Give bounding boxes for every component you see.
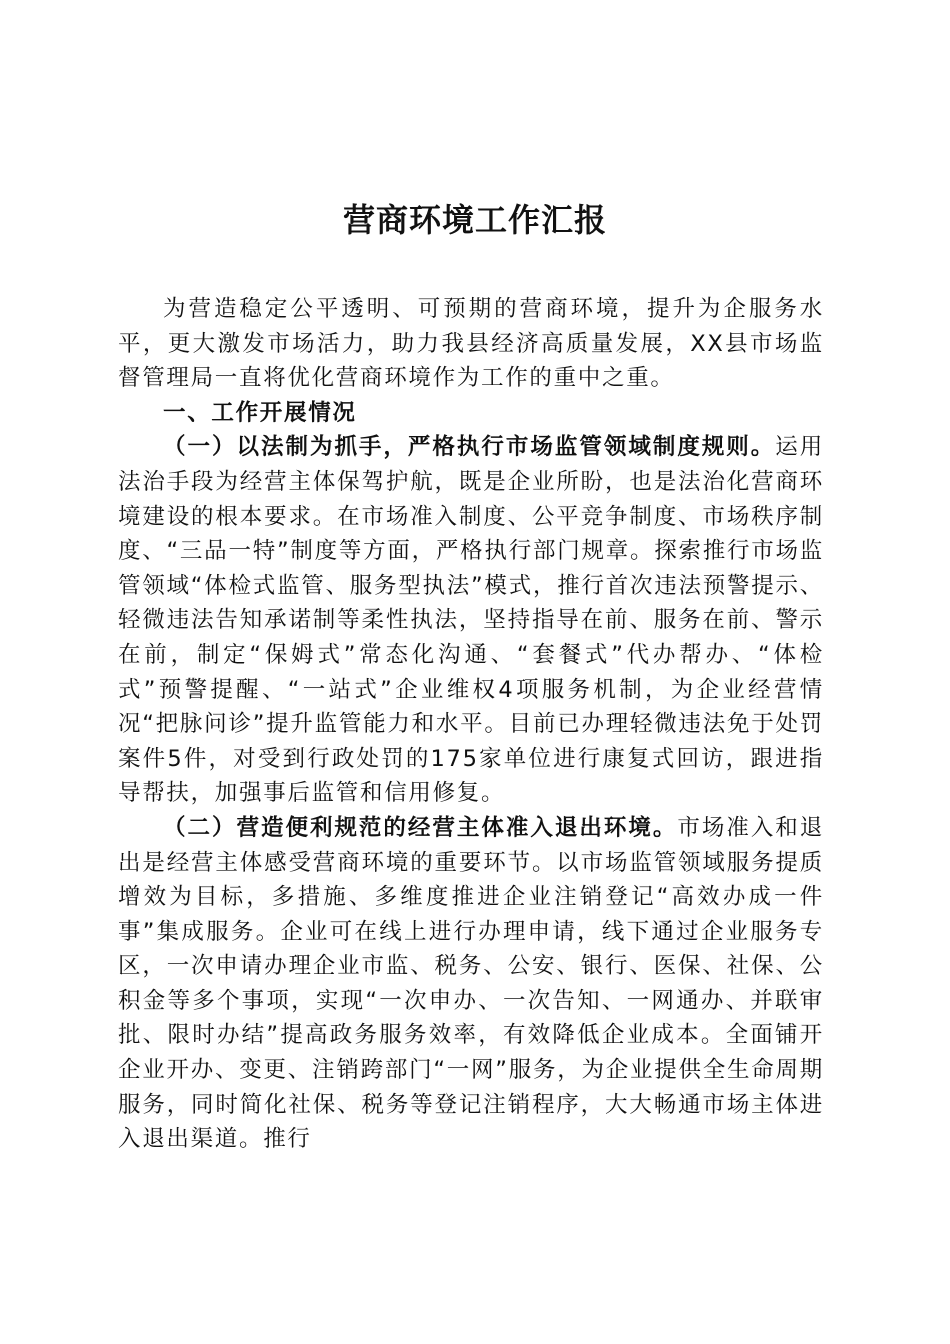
intro-paragraph: 为营造稳定公平透明、可预期的营商环境，提升为企服务水平，更大激发市场活力，助力我县经济高质量发展，XX县市场监督管理局一直将优化营商环境作为工作的重中之重。 (118, 296, 824, 392)
paragraph-legal-framework-text: 运用法治手段为经营主体保驾护航，既是企业所盼，也是法治化营商环境建设的根本要求。在市场准入制度、公平竞争制度、市场秩序制度、“三品一特”制度等方面，严格执行部门规章。探索推行市场监管领域“体检式监管、服务型执法”模式，推行首次违法预警提示、轻微违法告知承诺制等柔性执法，坚持指导在前、服务在前、警示在前，制定“保姆式”常态化沟通、“套餐式”代办帮办、“体检式”预警提醒、“一站式”企业维权4项服务机制，为企业经营情况“把脉问诊”提升监管能力和水平。目前已办理轻微违法免于处罚案件5件，对受到行政处罚的175家单位进行康复式回访，跟进指导帮扶，加强事后监管和信用修复。 (118, 434, 824, 807)
paragraph-market-entry-exit-text: 市场准入和退出是经营主体感受营商环境的重要环节。以市场监管领域服务提质增效为目标，多措施、多维度推进企业注销登记“高效办成一件事”集成服务。企业可在线上进行办理申请，线下通过企业服务专区，一次申请办理企业市监、税务、公安、银行、医保、社保、公积金等多个事项，实现“一次申办、一次告知、一网通办、并联审批、限时办结”提高政务服务效率，有效降低企业成本。全面铺开企业开办、变更、注销跨部门“一网”服务，为企业提供全生命周期服务，同时简化社保、税务等登记注销程序，大大畅通市场主体进入退出渠道。推行 (118, 814, 825, 1153)
subheading-market-entry-exit: （二）营造便利规范的经营主体准入退出环境。 (163, 814, 678, 841)
document-title: 营商环境工作汇报 (342, 201, 607, 239)
paragraph-legal-framework (118, 430, 824, 811)
section-heading-work-progress: 一、工作开展情况 (163, 399, 357, 426)
subheading-legal-framework: （一）以法制为抓手，严格执行市场监管领域制度规则。 (163, 434, 776, 461)
paragraph-market-entry-exit (118, 811, 824, 1157)
document-body (118, 292, 824, 1157)
